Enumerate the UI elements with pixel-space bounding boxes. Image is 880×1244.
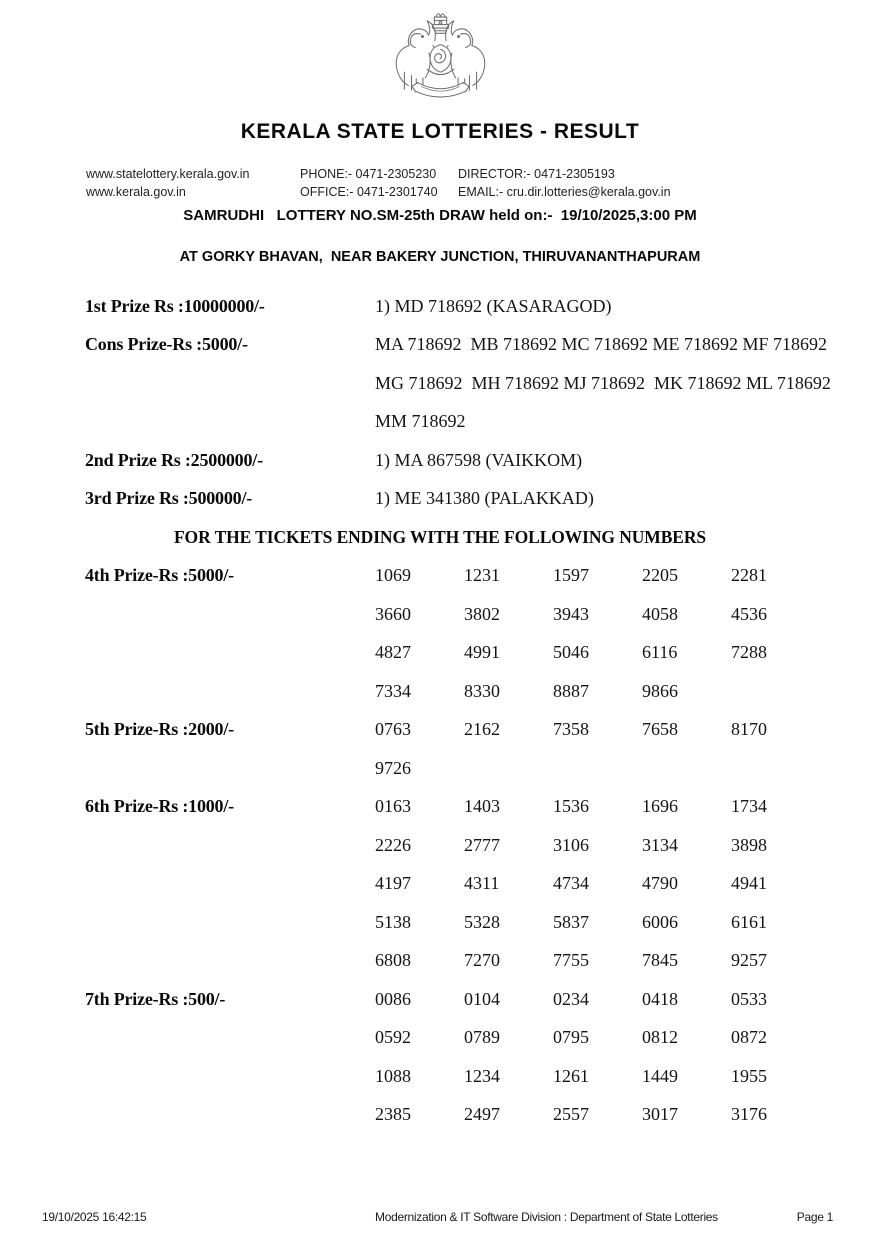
ticket-number: 6808 (375, 950, 411, 971)
prize-block (0, 788, 880, 981)
prize-label: 6th Prize-Rs :1000/- (85, 796, 234, 817)
prize-block (0, 326, 880, 442)
prize-label: 5th Prize-Rs :2000/- (85, 719, 234, 740)
ticket-number-row (375, 595, 880, 634)
phone-number: PHONE:- 0471-2305230 (300, 167, 437, 181)
ticket-number: 4991 (464, 642, 500, 663)
ticket-number: 6161 (731, 911, 767, 932)
ticket-number: 5138 (375, 911, 411, 932)
prize-block (0, 980, 880, 1134)
ticket-number: 6006 (642, 911, 678, 932)
ticket-number: 5328 (464, 911, 500, 932)
ticket-number-row (375, 672, 880, 711)
ending-numbers-heading: FOR THE TICKETS ENDING WITH THE FOLLOWING NUMBERS (173, 526, 707, 547)
ticket-number: 3017 (642, 1104, 678, 1125)
ticket-number-row (375, 634, 880, 673)
prize-block (0, 480, 880, 519)
ticket-number: 0163 (375, 796, 411, 817)
ticket-number: 4058 (642, 603, 678, 624)
ticket-number: 0812 (642, 1027, 678, 1048)
email-address: EMAIL:- cru.dir.lotteries@kerala.gov.in (458, 185, 671, 199)
ticket-number: 1536 (553, 796, 589, 817)
ticket-number: 3134 (642, 834, 678, 855)
ticket-number: 3943 (553, 603, 589, 624)
ticket-number: 7845 (642, 950, 678, 971)
ticket-number: 8170 (731, 719, 767, 740)
ticket-number: 9726 (375, 757, 411, 778)
prize-block (0, 441, 880, 480)
generated-timestamp: 19/10/2025 16:42:15 (42, 1210, 147, 1224)
ticket-number: 2226 (375, 834, 411, 855)
ticket-number: 4536 (731, 603, 767, 624)
ticket-number-row (375, 865, 880, 904)
ticket-number: 1231 (464, 565, 500, 586)
ticket-number: 0872 (731, 1027, 767, 1048)
ticket-number: 0086 (375, 988, 411, 1009)
ticket-number: 8887 (553, 680, 589, 701)
venue-line: AT GORKY BHAVAN, NEAR BAKERY JUNCTION, THIRUVANANTHAPURAM (179, 249, 701, 265)
division-label: Modernization & IT Software Division : Department of State Lotteries (375, 1210, 718, 1224)
ticket-number: 0104 (464, 988, 500, 1009)
ticket-number: 7755 (553, 950, 589, 971)
ticket-number: 2557 (553, 1104, 589, 1125)
ticket-number: 1597 (553, 565, 589, 586)
prize-label: 3rd Prize Rs :500000/- (85, 488, 253, 509)
ticket-number: 2777 (464, 834, 500, 855)
ticket-number: 0763 (375, 719, 411, 740)
page-title: KERALA STATE LOTTERIES - RESULT (240, 120, 640, 143)
page-footer (0, 1210, 880, 1226)
ticket-number: 9257 (731, 950, 767, 971)
ticket-number: 4734 (553, 873, 589, 894)
ticket-number-row (375, 749, 880, 788)
draw-info-line: SAMRUDHI LOTTERY NO.SM-25th DRAW held on:- 19/10/2025,3:00 PM (183, 207, 697, 224)
ticket-number: 7270 (464, 950, 500, 971)
ticket-number: 4311 (464, 873, 500, 894)
ticket-number: 1261 (553, 1065, 589, 1086)
ticket-number: 6116 (642, 642, 678, 663)
prize-winner-line: 1) MD 718692 (KASARAGOD) (375, 295, 612, 316)
ticket-number: 3802 (464, 603, 500, 624)
prize-label: 4th Prize-Rs :5000/- (85, 565, 234, 586)
page-number: Page 1 (796, 1210, 833, 1224)
ticket-number: 2385 (375, 1104, 411, 1125)
ticket-number: 4941 (731, 873, 767, 894)
ticket-number: 1734 (731, 796, 767, 817)
prize-label: Cons Prize-Rs :5000/- (85, 334, 248, 355)
ticket-number-row (375, 788, 880, 827)
prize-winners (375, 480, 880, 519)
ticket-number-row (375, 1096, 880, 1135)
ticket-number: 4197 (375, 873, 411, 894)
ticket-number-row (375, 711, 880, 750)
prize-winners (375, 287, 880, 326)
ticket-number-row (375, 1057, 880, 1096)
prize-winner-line: MM 718692 (375, 411, 466, 432)
ticket-number: 0418 (642, 988, 678, 1009)
ticket-number: 0789 (464, 1027, 500, 1048)
ticket-number: 3660 (375, 603, 411, 624)
prize-number-grid (375, 788, 880, 981)
ticket-number: 8330 (464, 680, 500, 701)
prize-winner-line: MG 718692 MH 718692 MJ 718692 MK 718692 ML 718692 (375, 372, 831, 393)
top-prizes-section (0, 287, 880, 518)
ticket-number: 0533 (731, 988, 767, 1009)
website-statelottery-link[interactable]: www.statelottery.kerala.gov.in (86, 167, 250, 181)
ticket-number: 1449 (642, 1065, 678, 1086)
prize-winner-line: 1) ME 341380 (PALAKKAD) (375, 488, 594, 509)
ticket-number: 5046 (553, 642, 589, 663)
ticket-number: 1069 (375, 565, 411, 586)
kerala-state-emblem-icon (393, 6, 488, 106)
ticket-number: 7658 (642, 719, 678, 740)
ticket-number: 0234 (553, 988, 589, 1009)
prize-winners (375, 326, 880, 442)
contact-row (86, 183, 880, 201)
ticket-number: 1955 (731, 1065, 767, 1086)
director-number: DIRECTOR:- 0471-2305193 (458, 167, 615, 181)
ticket-number: 1234 (464, 1065, 500, 1086)
ticket-number: 2162 (464, 719, 500, 740)
prize-number-grid (375, 980, 880, 1134)
contact-info (86, 165, 880, 201)
contact-row (86, 165, 880, 183)
ticket-number: 3106 (553, 834, 589, 855)
prize-block (0, 711, 880, 788)
ticket-number-row (375, 557, 880, 596)
prize-label: 2nd Prize Rs :2500000/- (85, 449, 263, 470)
ticket-number: 0795 (553, 1027, 589, 1048)
ticket-number: 7358 (553, 719, 589, 740)
prize-number-grid (375, 557, 880, 711)
ticket-number: 1696 (642, 796, 678, 817)
ticket-number-row (375, 826, 880, 865)
ticket-number: 2205 (642, 565, 678, 586)
prize-winners (375, 441, 880, 480)
prize-label: 1st Prize Rs :10000000/- (85, 295, 265, 316)
ticket-number: 4790 (642, 873, 678, 894)
ticket-number: 7334 (375, 680, 411, 701)
prize-block (0, 287, 880, 326)
ticket-number: 7288 (731, 642, 767, 663)
ending-prizes-section (0, 557, 880, 1135)
ticket-number: 4827 (375, 642, 411, 663)
ticket-number-row (375, 1019, 880, 1058)
ticket-number: 0592 (375, 1027, 411, 1048)
ticket-number: 3898 (731, 834, 767, 855)
website-kerala-link[interactable]: www.kerala.gov.in (86, 185, 186, 199)
ticket-number: 2497 (464, 1104, 500, 1125)
ticket-number: 3176 (731, 1104, 767, 1125)
ticket-number: 1403 (464, 796, 500, 817)
prize-label: 7th Prize-Rs :500/- (85, 988, 226, 1009)
prize-number-grid (375, 711, 880, 788)
prize-winner-line: 1) MA 867598 (VAIKKOM) (375, 449, 583, 470)
ticket-number: 2281 (731, 565, 767, 586)
prize-winner-line: MA 718692 MB 718692 MC 718692 ME 718692 MF 718692 (375, 334, 828, 355)
ticket-number-row (375, 980, 880, 1019)
ticket-number-row (375, 903, 880, 942)
ticket-number: 9866 (642, 680, 678, 701)
office-number: OFFICE:- 0471-2301740 (300, 185, 438, 199)
prize-block (0, 557, 880, 711)
ticket-number: 1088 (375, 1065, 411, 1086)
ticket-number-row (375, 942, 880, 981)
ticket-number: 5837 (553, 911, 589, 932)
